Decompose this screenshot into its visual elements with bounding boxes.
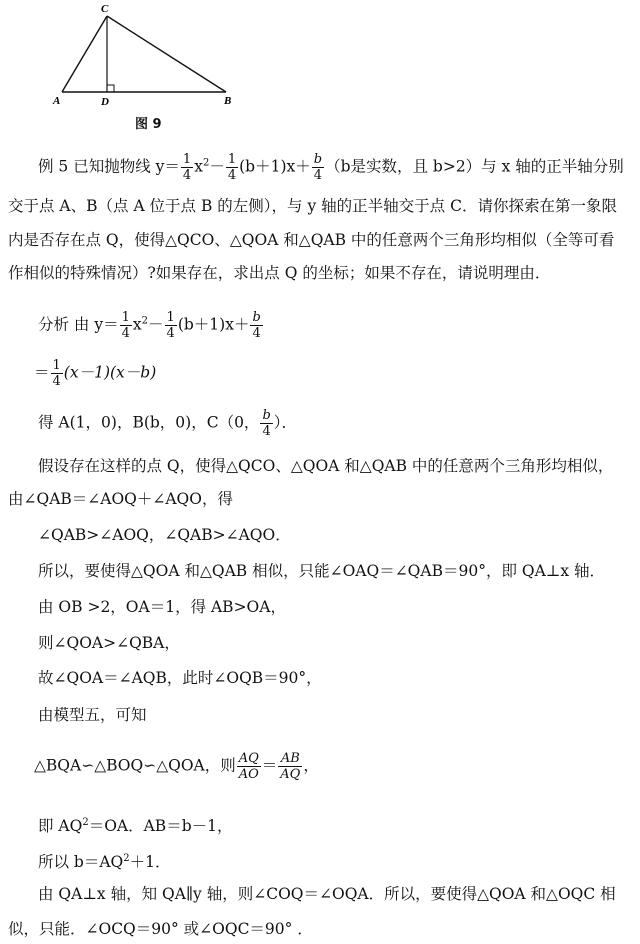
paragraph-line-17: 即 $AQ^2=OA$．AB＝b－1， [38, 817, 233, 836]
similarity-line: △BQA∽△BOQ∽△QOA，则 $\frac{AQ}{AO}$ ＝ $\frac{AB}{AQ}$ ， [34, 751, 319, 782]
fraction: $\frac{b}{4}$ [313, 152, 323, 183]
paragraph-line-20: 似，只能．∠OCQ＝90° 或∠OQC＝90° ． [8, 920, 313, 938]
paragraph-line-18: 所以 $b=AQ^2+1$． [38, 853, 171, 872]
label-A: A [53, 95, 61, 107]
fraction: $\frac{1}{4}$ [227, 152, 237, 183]
fraction: $\frac{AQ}{AO}$ [238, 751, 259, 782]
label-C: C [101, 3, 109, 15]
points-line: 得 A(1，0)，B(b，0)，C（0， $\frac{b}{4}$ ）． [38, 408, 298, 439]
analysis-line: 分析 由 y＝ $\frac{1}{4}$ $x^2-$ $\frac{1}{4}$ (b＋1)x＋ $\frac{b}{4}$ [38, 310, 261, 341]
paragraph-line-10: ∠QAB>∠AOQ，∠QAB>∠AQO． [38, 526, 291, 544]
triangle-figure [40, 0, 260, 125]
paragraph-line-19: 由 QA⊥x 轴，知 QA∥y 轴，则∠COQ＝∠OQA．所以，要使得△QOA 和△OQC 相 [38, 885, 616, 903]
fraction: $\frac{b}{4}$ [252, 310, 261, 341]
fraction: $\frac{AB}{AQ}$ [280, 751, 301, 782]
paragraph-line-9: 由∠QAB＝∠AOQ＋∠AQO，得 [8, 490, 233, 508]
segment-AC [62, 16, 107, 92]
right-angle-mark [107, 85, 114, 92]
fraction: $\frac{b}{4}$ [262, 408, 271, 439]
paragraph-line-11: 所以，要使得△QOA 和△QAB 相似，只能∠OAQ＝∠QAB＝90°，即 QA⊥x 轴． [38, 562, 606, 580]
label-D: D [101, 96, 109, 108]
example-statement-line-1: 例 5 已知抛物线 y＝ $\frac{1}{4}$ $x^2-$ $\frac{1}{4}$ (b＋1)x＋ $\frac{b}{4}$ （b是实数，且 b>2）与 x 轴的正半轴分别 [38, 152, 624, 183]
paragraph-line-13: 则∠QOA>∠QBA， [38, 634, 180, 652]
paragraph-line-12: 由 OB >2，OA＝1，得 AB>OA， [38, 598, 286, 616]
fraction: $\frac{1}{4}$ [121, 310, 130, 341]
segment-CB [107, 16, 226, 92]
paragraph-line-14: 故∠QOA＝∠AQB，此时∠OQB＝90°， [38, 669, 322, 687]
example-statement-line-3: 内是否存在点 Q，使得△QCO、△QOA 和△QAB 中的任意两个三角形均相似（全等可看 [8, 231, 615, 249]
label-B: B [224, 95, 232, 107]
factored-form-line: ＝ $\frac{1}{4}$ (x－1)(x－b) [34, 358, 157, 389]
example-statement-line-4: 作相似的特殊情况）?如果存在，求出点 Q 的坐标；如果不存在，请说明理由． [8, 264, 551, 282]
fraction: $\frac{1}{4}$ [166, 310, 175, 341]
paragraph-line-8: 假设存在这样的点 Q，使得△QCO、△QOA 和△QAB 中的任意两个三角形均相似， [38, 457, 614, 475]
paragraph-line-15: 由模型五，可知 [38, 706, 147, 724]
fraction: $\frac{1}{4}$ [52, 358, 61, 389]
figure-caption: 图 9 [135, 117, 162, 132]
example-statement-line-2: 交于点 A、B（点 A 位于点 B 的左侧），与 y 轴的正半轴交于点 C．请你探索在第一象限 [8, 197, 617, 215]
fraction: $\frac{1}{4}$ [182, 152, 192, 183]
